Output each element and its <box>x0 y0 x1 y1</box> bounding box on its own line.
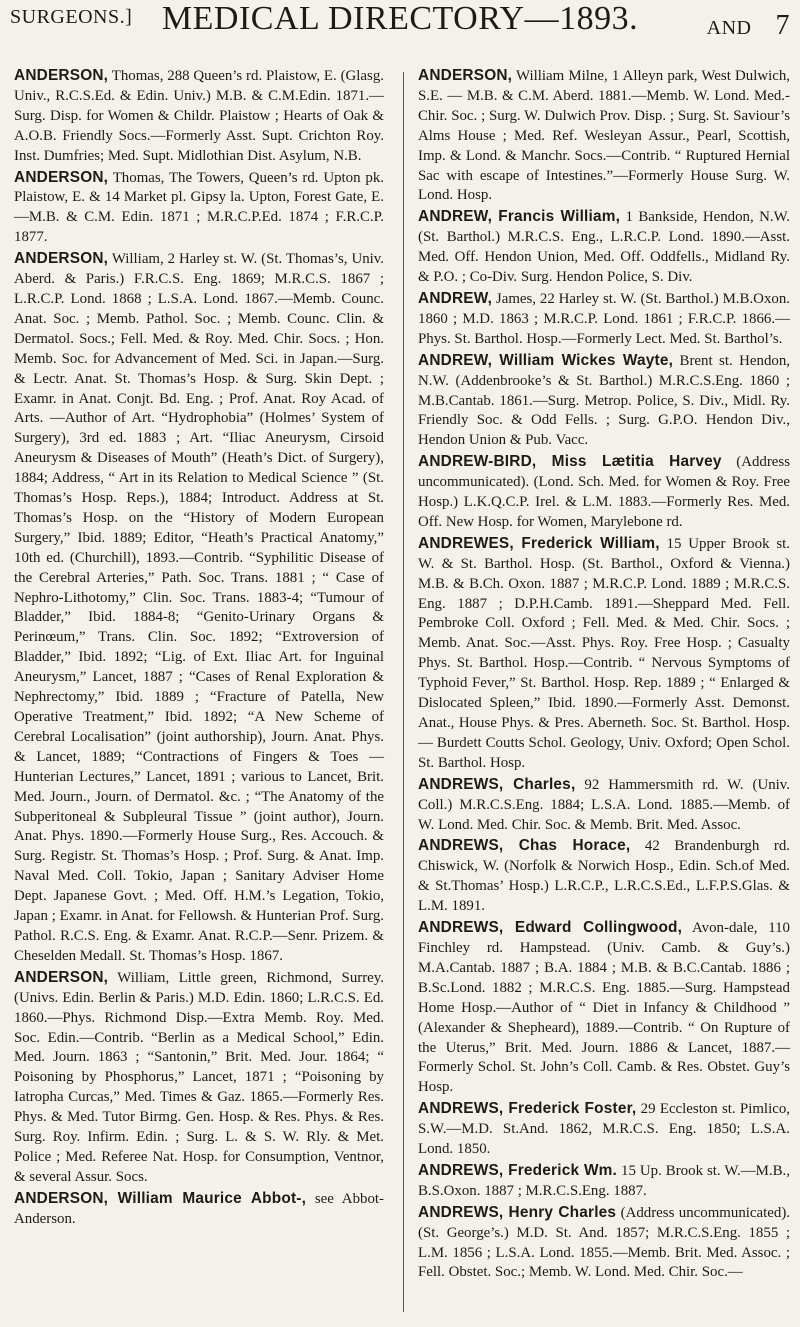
directory-entry <box>418 1099 790 1160</box>
directory-entry <box>418 775 790 836</box>
entry-text: see Abbot-Anderson. <box>14 1190 384 1227</box>
entry-name: ANDERSON, William Maurice Abbot-, <box>14 1189 307 1207</box>
entry-name: ANDREWS, Henry Charles <box>418 1203 617 1221</box>
page-header <box>0 0 800 60</box>
entry-name: ANDERSON, <box>418 67 513 84</box>
page-title: MEDICAL DIRECTORY—1893. <box>161 0 639 37</box>
entry-name: ANDREWS, Chas Horace, <box>418 837 631 855</box>
entry-name: ANDREW, Francis William, <box>418 208 621 226</box>
entry-text: James, 22 Harley st. W. (St. Barthol.) M.B.Oxon. 1860 ; M.D. 1863 ; M.R.C.P. Lond. 1861 ; F.R.C.P. 1866.—Phys. St. Barthol. Hosp.—Formerly Lect. Med. St. Barthol’s. <box>418 290 790 347</box>
entry-name: ANDREW, William Wickes Wayte, <box>418 351 674 369</box>
header-right <box>707 10 790 42</box>
directory-entry <box>14 249 384 967</box>
directory-entry <box>14 1189 384 1230</box>
directory-entry <box>418 207 790 288</box>
entry-name: ANDREWS, Frederick Foster, <box>418 1100 637 1118</box>
entry-text: 42 Brandenburgh rd. Chiswick, W. (Norfolk & Norwich Hosp., Edin. Sch.of Med. & St.Thomas’ Hosp.) L.R.C.P., L.R.C.S.Ed., L.F.P.S.Glas. & L.M. 1891. <box>418 838 790 915</box>
directory-entry <box>418 1161 790 1202</box>
entry-text: Avon-dale, 110 Finchley rd. Hampstead. (Univ. Camb. & Guy’s.) M.A.Cantab. 1887 ; B.A. 1884 ; M.B. & B.C.Cantab. 1886 ; B.Sc.Lond. 1882 ; M.R.C.S. Eng. 1885.—Surg. Hampstead Home Hosp.—Author of “ Diet in Infancy & Childhood ” (Alexander & Shepheard), 1889.—Contrib. “ On Rupture of the Uterus,” Brit. Med. Journ. 1886 & Lancet, 1887.—Formerly Schol. St. John’s Coll. Camb. & Res. Obstet. Guy’s Hosp. <box>418 920 790 1096</box>
page-number: 7 <box>775 10 790 41</box>
directory-entry <box>418 289 790 350</box>
entry-text: 92 Hammersmith rd. W. (Univ. Coll.) M.R.C.S.Eng. 1884; L.S.A. Lond. 1885.—Memb. of W. Lond. Med. Chir. Soc. & Memb. Brit. Med. Assoc. <box>418 776 790 833</box>
left-column <box>14 66 384 1231</box>
entry-text: William Milne, 1 Alleyn park, West Dulwich, S.E. — M.B. & C.M. Aberd. 1881.—Memb. W. Lond. Med.-Chir. Soc. ; Surg. W. Dulwich Prov. Disp. ; Surg. St. Saviour’s Alms House ; Med. Ref. Wesleyan Assur., Pearl, Scottish, Imp. & Lond. & Manchr. Socs.—Contrib. “ Ruptured Hernial Sac with escape of Intestines.”—Formerly House Surg. W. Lond. Hosp. <box>418 68 790 204</box>
entry-name: ANDREW, <box>418 289 493 307</box>
directory-entry <box>418 66 790 206</box>
directory-entry <box>418 1203 790 1284</box>
header-and: AND <box>706 17 752 39</box>
entry-text: 15 Upper Brook st. W. & St. Barthol. Hosp. (St. Barthol., Oxford & Vienna.) M.B. & B.Ch. Oxon. 1887 ; M.R.C.P. Lond. 1889 ; M.R.C.S. Eng. 1887 ; D.P.H.Camb. 1891.—Sheppard Med. Fell. Pembroke Coll. Oxford ; Fell. Med. & Med. Chir. Socs. ; Memb. Anat. Soc.—Asst. Phys. Roy. Free Hosp. ; Casualty Phys. St. Barthol. Hosp.—Contrib. “ Nervous Symptoms of Typhoid Fever,” St. Barthol. Hosp. Rep. 1889 ; “ Enlarged & Dislocated Spleen,” Ibid. 1890.—Formerly Asst. Demonst. Anat., House Phys. & Pres. Aberneth. Soc. St. Barthol. Hosp. — Burdett Coutts Schol. Geology, Univ. Oxford; Open Schol. St. Barthol. Hosp. <box>418 535 790 771</box>
entry-name: ANDERSON, <box>14 168 109 186</box>
entry-text: 15 Up. Brook st. W.—M.B., B.S.Oxon. 1887 ; M.R.C.S.Eng. 1887. <box>418 1162 790 1199</box>
column-divider <box>403 72 404 1312</box>
directory-entry <box>418 351 790 452</box>
entry-text: (Address uncommunicated). (Lond. Sch. Med. for Women & Roy. Free Hosp.) L.K.Q.C.P. Irel. & L.M. 1883.—Formerly Res. Med. Off. New Hosp. for Women, Marylebone rd. <box>418 454 790 530</box>
entry-name: ANDREWES, Frederick William, <box>418 534 660 552</box>
directory-entry <box>418 918 790 1098</box>
entry-text: William, 2 Harley st. W. (St. Thomas’s, Univ. Aberd. & Paris.) F.R.C.S. Eng. 1869; M.R.C.S. 1867 ; L.R.C.P. Lond. 1868 ; L.S.A. Lond. 1867.—Memb. Counc. Anat. Soc. ; Memb. Pathol. Soc. ; Memb. Counc. Clin. & Dermatol. Socs.; Fell. Med. & Roy. Med. Chir. Socs. ; Hon. Memb. Soc. for Advancement of Med. Sci. in Japan.—Surg. & Lectr. Anat. St. Thomas’s Hosp. & Surg. Skin Dept. ; Examr. in Anat. Conjt. Bd. Eng. ; Prof. Anat. Roy Acad. of Arts. —Author of Art. “Hydrophobia” (Holmes’ System of Surgery), 3rd ed. 1883 ; Art. “Iliac Aneurysm, Cirsoid Aneurysm & Diseases of Mouth” (Heath’s Dict. of Surgery), 1884; Address, “ Art in its Relation to Medical Science ” (St. Thomas’s Hosp. Reps.), 1884; Introduct. Address at St. Thomas’s Hosp. on the “History of Modern European Surgery,” Ibid. 1889; Editor, “Heath’s Practical Anatomy,” 10th ed. (Churchill), 1893.—Contrib. “Syphilitic Disease of the Cerebral Arteries,” Path. Soc. Trans. 1881 ; “ Case of Nephro-Lithotomy,” Clin. Soc. Trans. 1883-4; “Tumour of Bladder,” Ibid. 1884-8; “Genito-Urinary Organs & Perinœum,” Trans. Clin. Soc. 1892; “Extroversion of Bladder,” Ibid. 1892; “Lig. of Ext. Iliac Art. for Inguinal Aneurysm,” Lancet, 1887 ; “Cases of Renal Exploration & Nephrectomy,” Ibid. 1889 ; “Fracture of Patella, New Operative Treatment,” Ibid. 1892; “A New Scheme of Cerebral Localisation” (joint authorship), Journ. Anat. Phys. & Lancet, 1889; “Contractions of Fingers & Toes — Hunterian Lectures,” Lancet, 1891 ; various to Lancet, Brit. Med. Journ., Journ. of Dermatol. &c. ; “The Anatomy of the Subperitoneal & Subpleural Tissue ” (joint author), Journ. Anat. Phys. 1890.—Formerly House Surg., Res. Accouch. & Surg. Registr. St. Thomas’s Hosp. ; Prof. Surg. & Anat. Imp. Naval Med. Coll. Tokio, Japan ; Sanitary Adviser Home Dept. Japanese Govt. ; Med. Off. H.M.’s Legation, Tokio, Japan ; Examr. in Anat. for Fellowsh. & Hunterian Prof. Surg. Pathol. R.C.S. Eng. & Examr. Anat. R.C.P.—Senr. Prizem. & Cheselden Medall. St. Thomas’s Hosp. 1867. <box>14 251 384 964</box>
entry-name: ANDREWS, Edward Collingwood, <box>418 919 683 937</box>
section-label: SURGEONS.] <box>10 6 133 28</box>
entry-name: ANDREWS, Charles, <box>418 775 576 793</box>
entry-name: ANDREW-BIRD, Miss Lætitia Harvey <box>418 453 722 471</box>
entry-text: 29 Eccleston st. Pimlico, S.W.—M.D. St.And. 1862, M.R.C.S. Eng. 1850; L.S.A. Lond. 1850. <box>418 1101 790 1158</box>
entry-text: 1 Bankside, Hendon, N.W. (St. Barthol.) M.R.C.S. Eng., L.R.C.P. Lond. 1890.—Asst. Med. Off. Hendon Union, Med. Off. Oddfells., Midland Ry. & P.O. ; Co-Div. Surg. Hendon Police, S. Div. <box>418 209 790 286</box>
entry-text: William, Little green, Richmond, Surrey. (Univs. Edin. Berlin & Paris.) M.D. Edin. 1860; L.R.C.S. Ed. 1860.—Phys. Richmond Disp.—Extra Memb. Roy. Med. Soc. Edin.—Contrib. “Berlin as a Medical School,” Edin. Med. Journ. 1863 ; “Santonin,” Brit. Med. Jour. 1864; “ Poisoning by Phosphorus,” Lancet, 1871 ; “Poisoning by Iatropha Curcas,” Med. Times & Gaz. 1865.—Formerly Res. Phys. & Med. Tutor Birmg. Gen. Hosp. & Res. Phys. & Res. Surg. Roy. Infirm. Edin. ; Surg. L. & S. W. Rly. & Met. Police ; Med. Referee Nat. Hosp. for Consumption, Ventnor, & several Assur. Socs. <box>14 969 384 1185</box>
directory-entry <box>418 836 790 917</box>
entry-name: ANDERSON, <box>14 250 109 268</box>
entry-name: ANDREWS, Frederick Wm. <box>418 1161 618 1179</box>
entry-text: Brent st. Hendon, N.W. (Addenbrooke’s & St. Barthol.) M.R.C.S.Eng. 1860 ; M.B.Cantab. 1861.—Surg. Metrop. Police, S. Div., Midl. Ry. Friendly Soc. & Odd Fells. ; Surg. G.P.O. Hendon Div., Hendon Union & Pub. Vacc. <box>418 352 790 449</box>
directory-entry <box>14 66 384 167</box>
directory-entry <box>418 534 790 774</box>
entry-name: ANDERSON, <box>14 968 109 986</box>
right-column <box>418 66 790 1284</box>
entry-text: (Address uncommunicated). (St. George’s.) M.D. St. And. 1857; M.R.C.S.Eng. 1855 ; L.M. 1856 ; L.S.A. Lond. 1855.—Memb. Brit. Med. Assoc. ; Fell. Obstet. Soc.; Memb. W. Lond. Med. Chir. Soc.— <box>418 1204 791 1281</box>
entry-name: ANDERSON, <box>14 67 109 84</box>
directory-entry <box>418 452 790 533</box>
directory-entry <box>14 168 384 249</box>
entry-text: Thomas, 288 Queen’s rd. Plaistow, E. (Glasg. Univ., R.C.S.Ed. & Edin. Univ.) M.B. & C.M.Edin. 1871.—Surg. Disp. for Women & Childr. Plaistow ; Hearts of Oak & A.O.B. Friendly Socs.—Formerly Asst. Supt. Crichton Roy. Inst. Dumfries; Med. Supt. Midlothian Dist. Asylum, N.B. <box>14 68 384 164</box>
directory-entry <box>14 968 384 1188</box>
entry-text: Thomas, The Towers, Queen’s rd. Upton pk. Plaistow, E. & 14 Market pl. Gipsy la. Upton, Forest Gate, E.—M.B. & C.M. Edin. 1871 ; M.R.C.P.Ed. 1874 ; F.R.C.P. 1877. <box>14 169 384 246</box>
